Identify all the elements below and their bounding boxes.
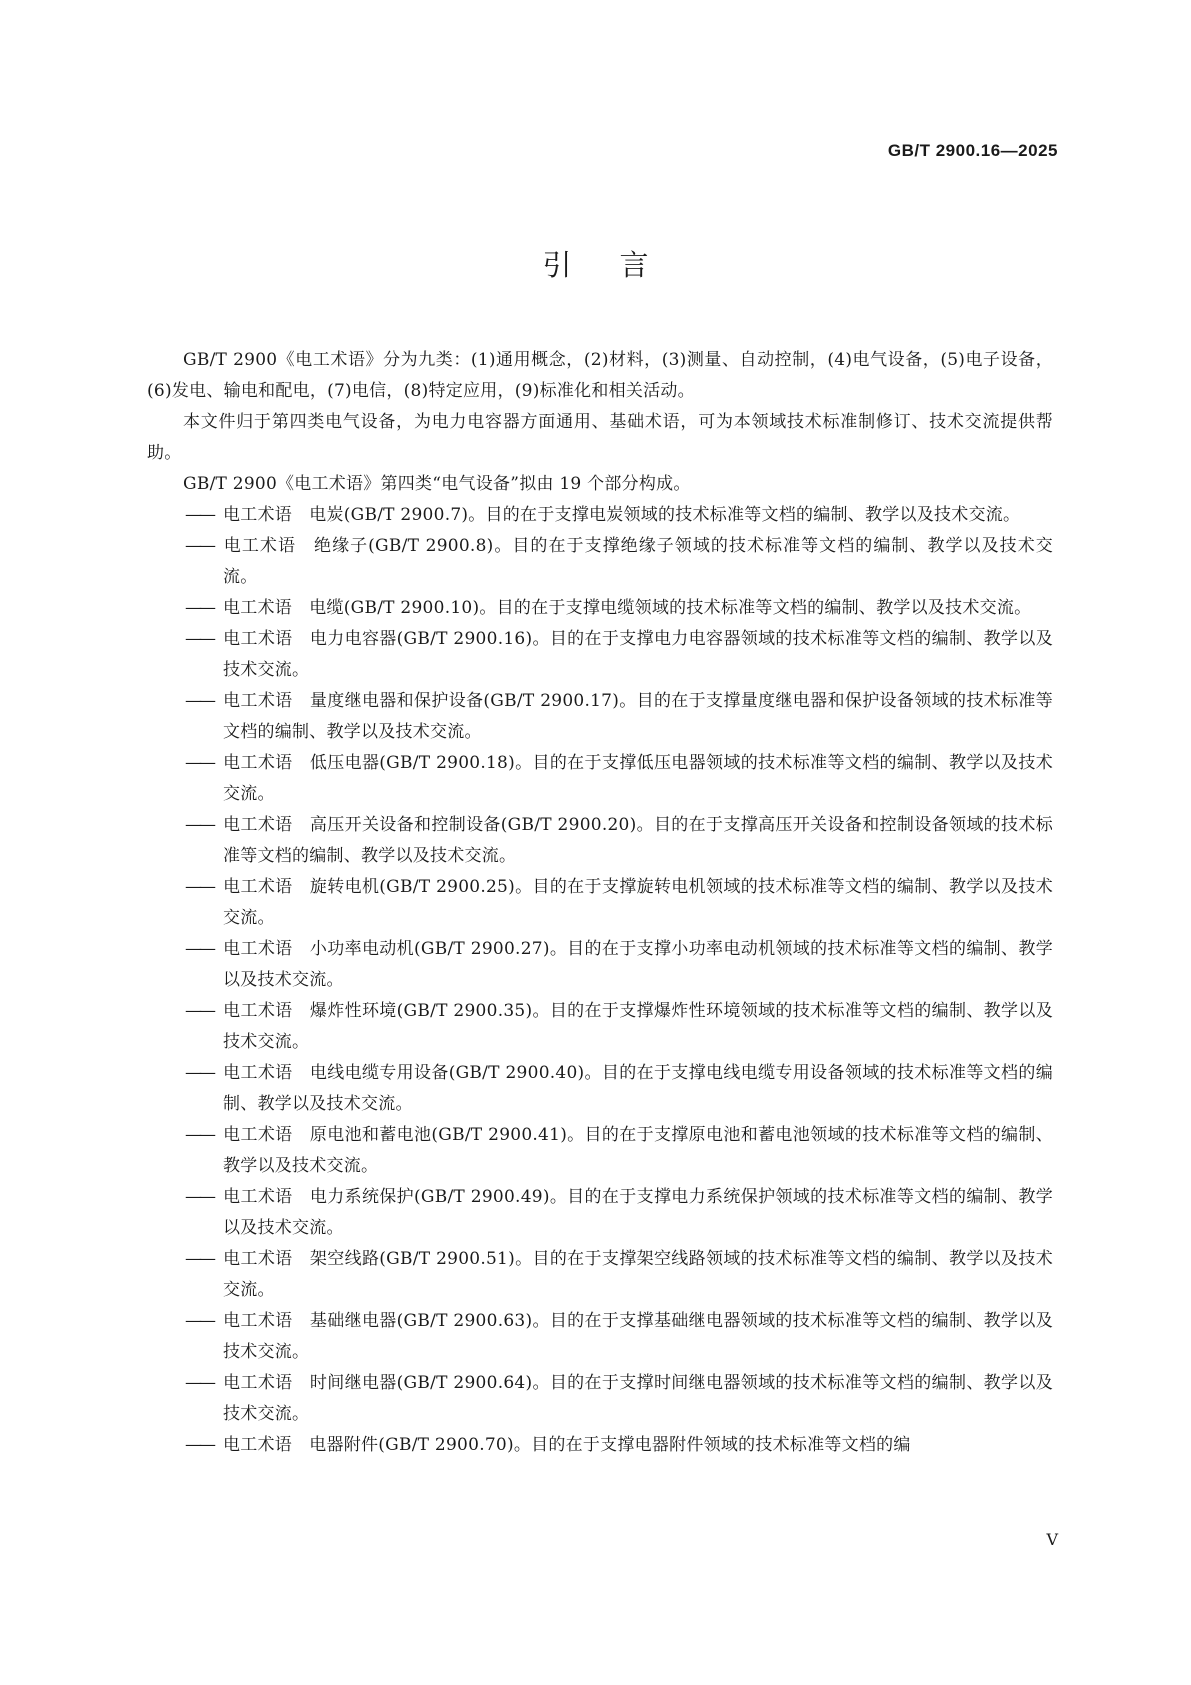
list-dash: ——	[185, 1249, 213, 1269]
paragraph: GB/T 2900《电工术语》第四类“电气设备”拟由 19 个部分构成。	[183, 474, 691, 494]
list-dash: ——	[185, 1125, 213, 1145]
list-item	[147, 748, 1053, 810]
list-dash: ——	[185, 505, 213, 525]
paragraph: GB/T 2900《电工术语》分为九类：(1)通用概念，(2)材料，(3)测量、自动控制，(4)电气设备，(5)电子设备，(6)发电、输电和配电，(7)电信，(8)特定应用，(9)标准化和相关活动。	[147, 350, 1053, 401]
list-item-text: 电工术语 原电池和蓄电池(GB/T 2900.41)。目的在于支撑原电池和蓄电池领域的技术标准等文档的编制、教学以及技术交流。	[223, 1125, 1053, 1176]
list-item-text: 电工术语 量度继电器和保护设备(GB/T 2900.17)。目的在于支撑量度继电器和保护设备领域的技术标准等文档的编制、教学以及技术交流。	[223, 691, 1053, 742]
document-body	[147, 345, 1053, 1461]
list-item	[147, 1182, 1053, 1244]
list-item	[147, 996, 1053, 1058]
list-item	[147, 1306, 1053, 1368]
list-item-text: 电工术语 电器附件(GB/T 2900.70)。目的在于支撑电器附件领域的技术标准等文档的编	[223, 1435, 911, 1455]
list-dash: ——	[185, 753, 213, 773]
list-item	[147, 531, 1053, 593]
list-item-text: 电工术语 小功率电动机(GB/T 2900.27)。目的在于支撑小功率电动机领域的技术标准等文档的编制、教学以及技术交流。	[223, 939, 1053, 990]
list-dash: ——	[185, 1063, 213, 1083]
list-item-text: 电工术语 绝缘子(GB/T 2900.8)。目的在于支撑绝缘子领域的技术标准等文档的编制、教学以及技术交流。	[223, 536, 1053, 587]
list-dash: ——	[185, 939, 213, 959]
standard-number: GB/T 2900.16—2025	[887, 141, 1058, 160]
list-item	[147, 1058, 1053, 1120]
list-item	[147, 686, 1053, 748]
list-dash: ——	[185, 1311, 213, 1331]
list-item-text: 电工术语 电力系统保护(GB/T 2900.49)。目的在于支撑电力系统保护领域的技术标准等文档的编制、教学以及技术交流。	[223, 1187, 1053, 1238]
list-item-text: 电工术语 电炭(GB/T 2900.7)。目的在于支撑电炭领域的技术标准等文档的编制、教学以及技术交流。	[223, 505, 1021, 525]
list-dash: ——	[185, 1373, 213, 1393]
list-dash: ——	[185, 1187, 213, 1207]
list-dash: ——	[185, 815, 213, 835]
list-item	[147, 500, 1053, 531]
list-item-text: 电工术语 电力电容器(GB/T 2900.16)。目的在于支撑电力电容器领域的技术标准等文档的编制、教学以及技术交流。	[223, 629, 1053, 680]
list-dash: ——	[185, 598, 213, 618]
list-dash: ——	[185, 629, 213, 649]
page-number: V	[1046, 1530, 1058, 1549]
list-item-text: 电工术语 低压电器(GB/T 2900.18)。目的在于支撑低压电器领域的技术标准等文档的编制、教学以及技术交流。	[223, 753, 1053, 804]
list-item	[147, 934, 1053, 996]
list-item-text: 电工术语 架空线路(GB/T 2900.51)。目的在于支撑架空线路领域的技术标准等文档的编制、教学以及技术交流。	[223, 1249, 1053, 1300]
list-item-text: 电工术语 旋转电机(GB/T 2900.25)。目的在于支撑旋转电机领域的技术标准等文档的编制、教学以及技术交流。	[223, 877, 1053, 928]
list-item	[147, 1430, 1053, 1461]
list-item	[147, 1368, 1053, 1430]
list-item	[147, 624, 1053, 686]
list-item	[147, 593, 1053, 624]
list-item-text: 电工术语 高压开关设备和控制设备(GB/T 2900.20)。目的在于支撑高压开关设备和控制设备领域的技术标准等文档的编制、教学以及技术交流。	[223, 815, 1053, 866]
list-item-text: 电工术语 基础继电器(GB/T 2900.63)。目的在于支撑基础继电器领域的技术标准等文档的编制、教学以及技术交流。	[223, 1311, 1053, 1362]
list-item	[147, 872, 1053, 934]
list-dash: ——	[185, 877, 213, 897]
list-item	[147, 1244, 1053, 1306]
parts-list	[147, 500, 1053, 1461]
paragraph: 本文件归于第四类电气设备，为电力电容器方面通用、基础术语，可为本领域技术标准制修订、技术交流提供帮助。	[147, 412, 1053, 463]
list-dash: ——	[185, 1435, 213, 1455]
list-item-text: 电工术语 电线电缆专用设备(GB/T 2900.40)。目的在于支撑电线电缆专用设备领域的技术标准等文档的编制、教学以及技术交流。	[223, 1063, 1053, 1114]
list-item	[147, 1120, 1053, 1182]
list-dash: ——	[185, 536, 213, 556]
list-item-text: 电工术语 时间继电器(GB/T 2900.64)。目的在于支撑时间继电器领域的技术标准等文档的编制、教学以及技术交流。	[223, 1373, 1053, 1424]
list-dash: ——	[185, 691, 213, 711]
page-title: 引言	[542, 248, 697, 282]
list-dash: ——	[185, 1001, 213, 1021]
list-item-text: 电工术语 爆炸性环境(GB/T 2900.35)。目的在于支撑爆炸性环境领域的技术标准等文档的编制、教学以及技术交流。	[223, 1001, 1053, 1052]
list-item	[147, 810, 1053, 872]
list-item-text: 电工术语 电缆(GB/T 2900.10)。目的在于支撑电缆领域的技术标准等文档的编制、教学以及技术交流。	[223, 598, 1032, 618]
